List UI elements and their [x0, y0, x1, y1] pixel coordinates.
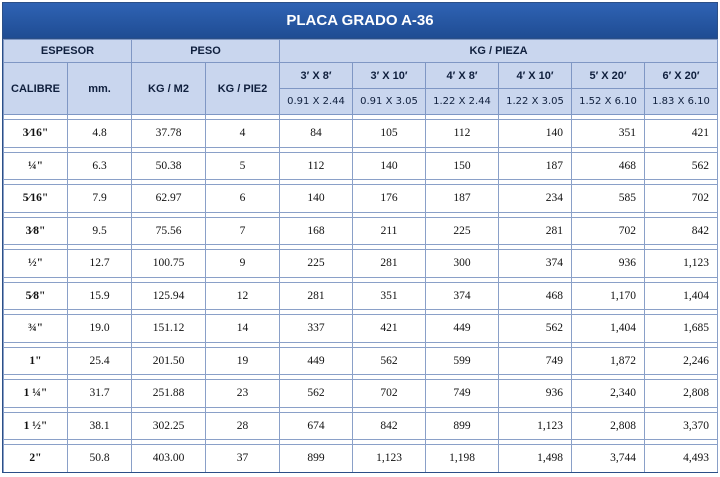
cell-kg-pie2: 5: [206, 152, 280, 180]
header-espesor: ESPESOR: [4, 40, 132, 63]
cell-kg-pie2: 28: [206, 412, 280, 440]
cell-kg-pieza: 187: [499, 152, 572, 180]
header-kg-pieza: KG / PIEZA: [280, 40, 718, 63]
table-row: [4, 380, 718, 408]
cell-calibre: 3⁄8": [4, 217, 68, 245]
cell-kg-m2: 50.38: [132, 152, 206, 180]
cell-kg-pieza: 749: [426, 380, 499, 408]
cell-kg-pieza: 150: [426, 152, 499, 180]
cell-kg-pieza: 374: [426, 282, 499, 310]
header-size-m: 1.52 X 6.10: [572, 89, 645, 115]
cell-kg-pieza: 842: [645, 217, 718, 245]
cell-kg-pieza: 1,123: [645, 250, 718, 278]
table-row: [4, 152, 718, 180]
cell-calibre: 1": [4, 347, 68, 375]
cell-kg-pieza: 562: [280, 380, 353, 408]
cell-kg-pieza: 374: [499, 250, 572, 278]
cell-mm: 25.4: [68, 347, 132, 375]
header-size-ft: 3′ X 10′: [353, 63, 426, 89]
cell-kg-pie2: 9: [206, 250, 280, 278]
cell-kg-pieza: 468: [499, 282, 572, 310]
cell-kg-pieza: 702: [353, 380, 426, 408]
cell-kg-pieza: 281: [280, 282, 353, 310]
cell-mm: 50.8: [68, 445, 132, 472]
table-row: [4, 347, 718, 375]
cell-kg-pieza: 225: [426, 217, 499, 245]
cell-kg-pieza: 112: [426, 120, 499, 148]
header-kg-pie2: KG / PIE2: [206, 63, 280, 115]
cell-kg-pieza: 562: [353, 347, 426, 375]
cell-kg-pieza: 4,493: [645, 445, 718, 472]
cell-kg-pieza: 2,808: [572, 412, 645, 440]
cell-kg-pieza: 281: [499, 217, 572, 245]
header-peso: PESO: [132, 40, 280, 63]
table-row: [4, 315, 718, 343]
table-row: [4, 412, 718, 440]
cell-kg-pieza: 337: [280, 315, 353, 343]
cell-kg-pieza: 3,370: [645, 412, 718, 440]
cell-calibre: 1 ½": [4, 412, 68, 440]
cell-calibre: ½": [4, 250, 68, 278]
header-size-ft: 6′ X 20′: [645, 63, 718, 89]
cell-kg-pieza: 749: [499, 347, 572, 375]
cell-kg-pieza: 674: [280, 412, 353, 440]
cell-kg-m2: 100.75: [132, 250, 206, 278]
cell-mm: 4.8: [68, 120, 132, 148]
cell-kg-pieza: 112: [280, 152, 353, 180]
plate-weight-table: [3, 39, 718, 472]
header-mm: mm.: [68, 63, 132, 115]
cell-kg-pieza: 449: [280, 347, 353, 375]
cell-kg-m2: 37.78: [132, 120, 206, 148]
cell-kg-pieza: 1,123: [353, 445, 426, 472]
cell-mm: 9.5: [68, 217, 132, 245]
header-size-ft: 3′ X 8′: [280, 63, 353, 89]
cell-kg-m2: 151.12: [132, 315, 206, 343]
cell-kg-pieza: 2,340: [572, 380, 645, 408]
cell-kg-pieza: 936: [572, 250, 645, 278]
cell-kg-pieza: 702: [572, 217, 645, 245]
cell-kg-pieza: 3,744: [572, 445, 645, 472]
cell-kg-pieza: 1,123: [499, 412, 572, 440]
cell-kg-pieza: 702: [645, 185, 718, 213]
cell-kg-pieza: 1,170: [572, 282, 645, 310]
header-size-ft: 5′ X 20′: [572, 63, 645, 89]
cell-kg-m2: 251.88: [132, 380, 206, 408]
steel-plate-table-panel: [2, 2, 718, 473]
header-size-m: 0.91 X 2.44: [280, 89, 353, 115]
cell-kg-pieza: 234: [499, 185, 572, 213]
cell-calibre: 5⁄8": [4, 282, 68, 310]
cell-calibre: ¼": [4, 152, 68, 180]
cell-calibre: ¾": [4, 315, 68, 343]
table-title: PLACA GRADO A-36: [3, 3, 717, 39]
cell-kg-pieza: 168: [280, 217, 353, 245]
cell-kg-pieza: 105: [353, 120, 426, 148]
cell-mm: 15.9: [68, 282, 132, 310]
cell-kg-m2: 403.00: [132, 445, 206, 472]
header-size-ft: 4′ X 10′: [499, 63, 572, 89]
cell-kg-pieza: 1,685: [645, 315, 718, 343]
cell-kg-pieza: 562: [499, 315, 572, 343]
cell-mm: 6.3: [68, 152, 132, 180]
cell-kg-pie2: 12: [206, 282, 280, 310]
cell-kg-pieza: 281: [353, 250, 426, 278]
cell-mm: 12.7: [68, 250, 132, 278]
cell-kg-pieza: 1,872: [572, 347, 645, 375]
cell-calibre: 2": [4, 445, 68, 472]
table-row: [4, 120, 718, 148]
cell-kg-pieza: 899: [280, 445, 353, 472]
cell-kg-m2: 62.97: [132, 185, 206, 213]
cell-kg-pieza: 562: [645, 152, 718, 180]
cell-kg-pieza: 225: [280, 250, 353, 278]
cell-kg-pieza: 300: [426, 250, 499, 278]
cell-kg-pie2: 37: [206, 445, 280, 472]
table-body: [4, 115, 718, 472]
header-size-m: 1.83 X 6.10: [645, 89, 718, 115]
table-row: [4, 185, 718, 213]
table-row: [4, 282, 718, 310]
cell-kg-m2: 125.94: [132, 282, 206, 310]
cell-kg-m2: 201.50: [132, 347, 206, 375]
header-size-ft: 4′ X 8′: [426, 63, 499, 89]
cell-calibre: 1 ¼": [4, 380, 68, 408]
cell-kg-pieza: 585: [572, 185, 645, 213]
header-size-m: 1.22 X 3.05: [499, 89, 572, 115]
cell-mm: 7.9: [68, 185, 132, 213]
table-row: [4, 250, 718, 278]
cell-kg-pie2: 6: [206, 185, 280, 213]
cell-kg-pieza: 421: [353, 315, 426, 343]
cell-kg-pieza: 468: [572, 152, 645, 180]
header-size-m: 1.22 X 2.44: [426, 89, 499, 115]
cell-kg-m2: 75.56: [132, 217, 206, 245]
cell-kg-pieza: 351: [572, 120, 645, 148]
cell-kg-pieza: 449: [426, 315, 499, 343]
cell-kg-pieza: 1,198: [426, 445, 499, 472]
cell-kg-pieza: 176: [353, 185, 426, 213]
header-size-m: 0.91 X 3.05: [353, 89, 426, 115]
cell-kg-pie2: 7: [206, 217, 280, 245]
cell-kg-pieza: 421: [645, 120, 718, 148]
cell-kg-pieza: 2,808: [645, 380, 718, 408]
cell-kg-pieza: 187: [426, 185, 499, 213]
cell-kg-pieza: 140: [280, 185, 353, 213]
cell-kg-pieza: 84: [280, 120, 353, 148]
cell-mm: 38.1: [68, 412, 132, 440]
cell-kg-pieza: 140: [499, 120, 572, 148]
cell-kg-pieza: 842: [353, 412, 426, 440]
cell-mm: 31.7: [68, 380, 132, 408]
cell-calibre: 3⁄16": [4, 120, 68, 148]
cell-kg-pie2: 19: [206, 347, 280, 375]
cell-kg-m2: 302.25: [132, 412, 206, 440]
cell-kg-pieza: 351: [353, 282, 426, 310]
header-kg-m2: KG / M2: [132, 63, 206, 115]
table-row: [4, 445, 718, 472]
cell-kg-pieza: 936: [499, 380, 572, 408]
table-row: [4, 217, 718, 245]
cell-calibre: 5⁄16": [4, 185, 68, 213]
cell-kg-pieza: 899: [426, 412, 499, 440]
cell-kg-pieza: 211: [353, 217, 426, 245]
cell-kg-pie2: 14: [206, 315, 280, 343]
cell-mm: 19.0: [68, 315, 132, 343]
cell-kg-pie2: 23: [206, 380, 280, 408]
cell-kg-pieza: 1,404: [572, 315, 645, 343]
cell-kg-pieza: 1,498: [499, 445, 572, 472]
table-header: [4, 40, 718, 115]
cell-kg-pieza: 599: [426, 347, 499, 375]
cell-kg-pieza: 2,246: [645, 347, 718, 375]
cell-kg-pie2: 4: [206, 120, 280, 148]
header-calibre: CALIBRE: [4, 63, 68, 115]
cell-kg-pieza: 140: [353, 152, 426, 180]
cell-kg-pieza: 1,404: [645, 282, 718, 310]
